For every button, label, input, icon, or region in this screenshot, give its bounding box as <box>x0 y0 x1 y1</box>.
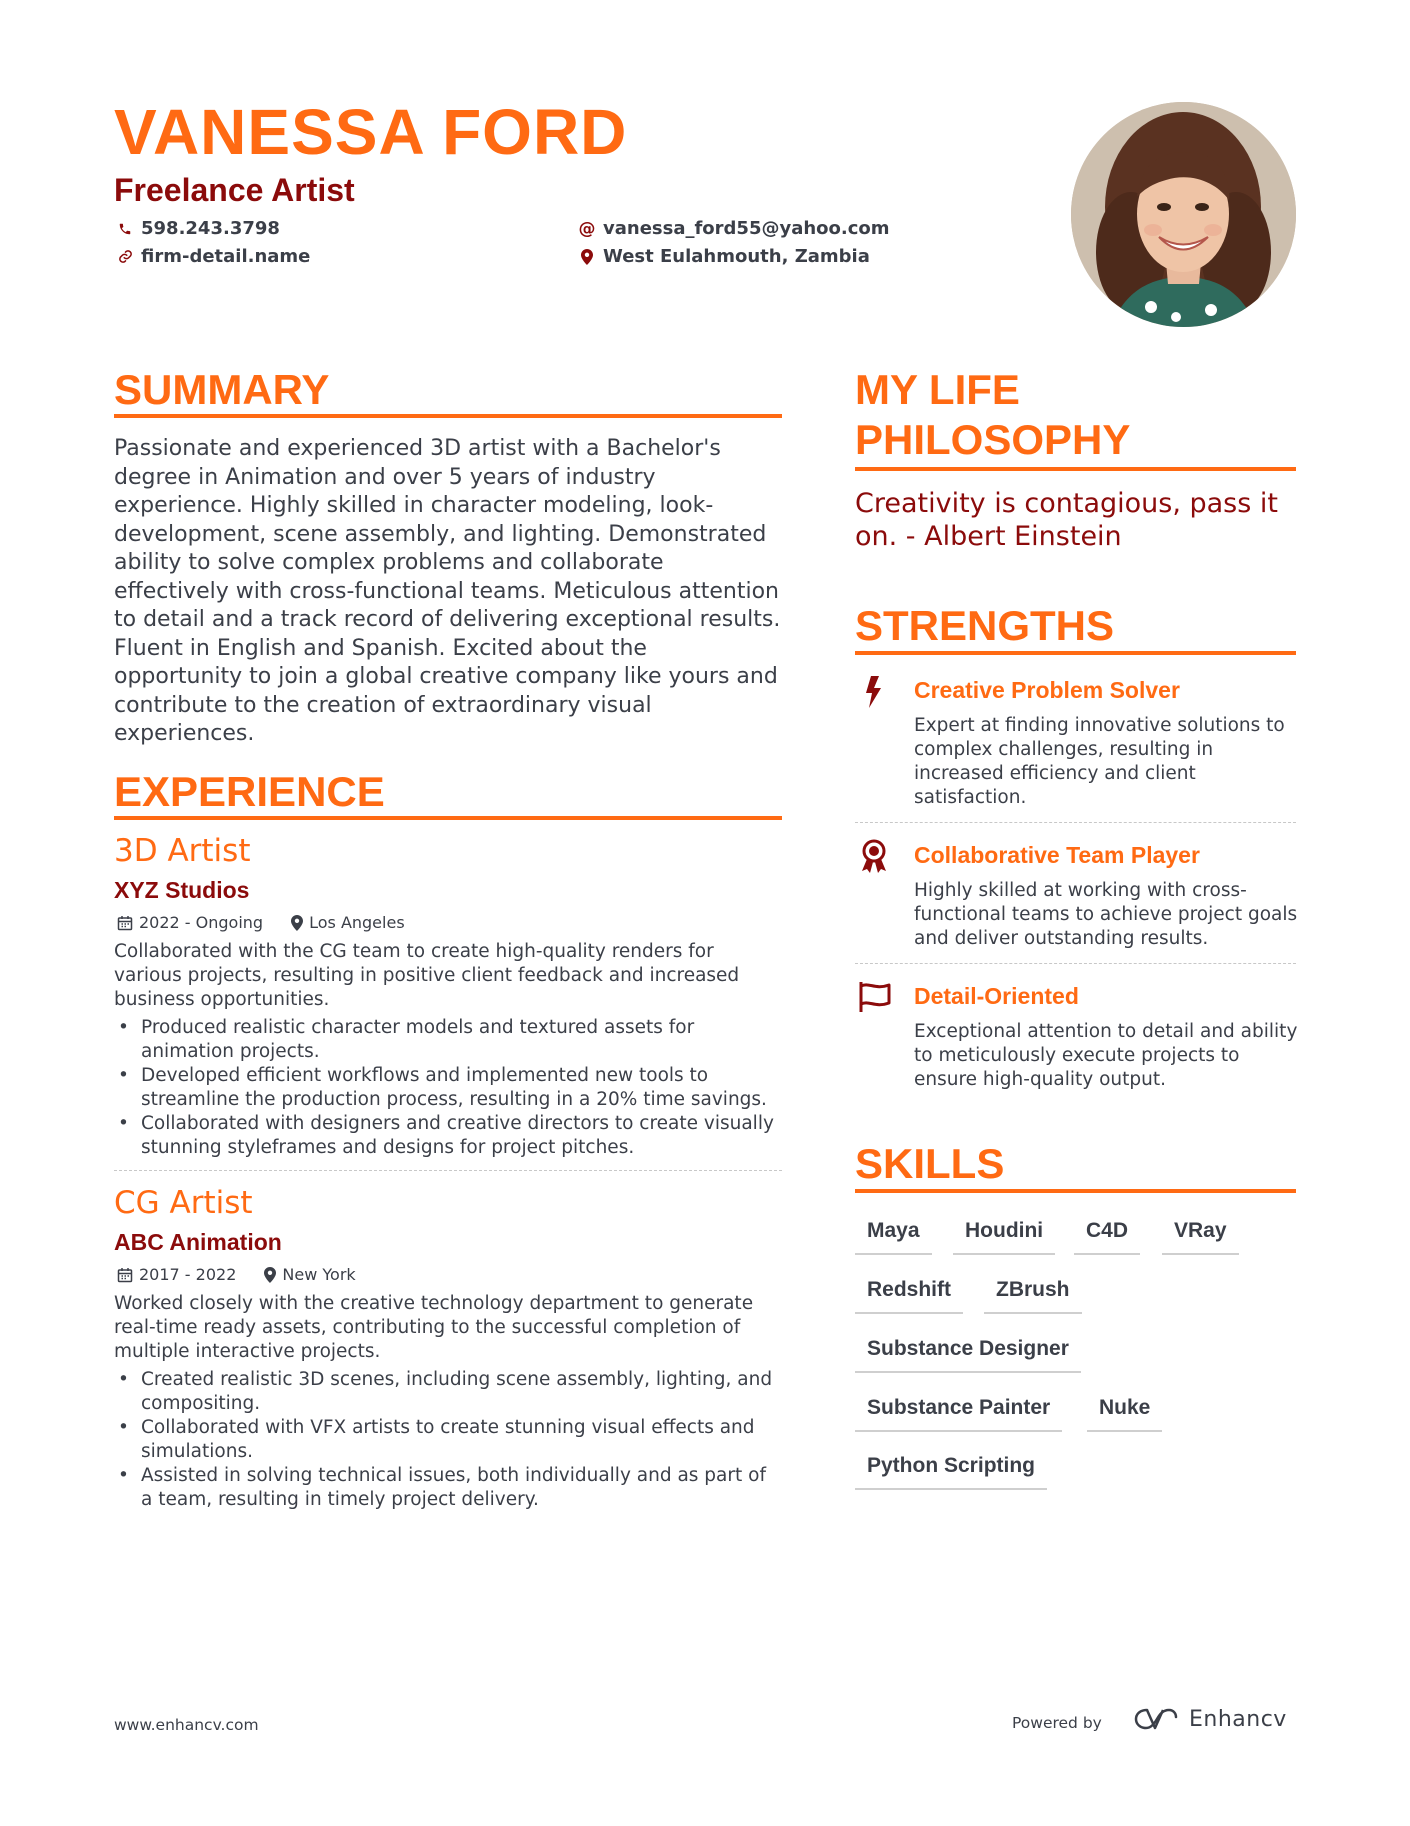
strength-description: Exceptional attention to detail and ability to meticulously execute projects to ensure high-quality output. <box>914 1021 1298 1090</box>
skill-tag: Redshift <box>855 1278 963 1314</box>
lightning-icon <box>857 674 891 708</box>
phone-text: 598.243.3798 <box>141 218 280 239</box>
contact-location <box>579 246 870 267</box>
at-icon: @ <box>578 218 596 239</box>
enhancv-logo-text: Enhancv <box>1189 1706 1287 1732</box>
contact-phone <box>117 218 280 239</box>
enhancv-logo-icon <box>1133 1706 1179 1732</box>
award-ribbon-icon <box>857 838 891 872</box>
philosophy-heading <box>855 365 1130 466</box>
strength-divider <box>855 822 1296 823</box>
footer-website[interactable]: www.enhancv.com <box>114 1716 259 1734</box>
company-name: ABC Animation <box>114 1229 282 1255</box>
enhancv-logo[interactable] <box>1133 1706 1287 1732</box>
skill-tag: Nuke <box>1087 1396 1162 1432</box>
strength-title: Collaborative Team Player <box>914 842 1200 868</box>
calendar-icon <box>117 915 133 931</box>
phone-icon <box>117 222 133 236</box>
skill-tag: Maya <box>855 1219 932 1255</box>
job-title: 3D Artist <box>114 833 251 869</box>
job-location: Los Angeles <box>309 913 405 932</box>
email-text: vanessa_ford55@yahoo.com <box>603 218 890 239</box>
strength-title: Detail-Oriented <box>914 983 1079 1009</box>
job-dates: 2022 - Ongoing <box>139 913 264 932</box>
footer-powered-by: Powered by <box>1012 1714 1102 1732</box>
philosophy-heading-line1: MY LIFE <box>855 366 1020 413</box>
skills-heading: SKILLS <box>855 1140 1005 1187</box>
contact-email[interactable] <box>579 218 890 239</box>
map-pin-icon <box>291 915 303 931</box>
job-bullet: • Collaborated with VFX artists to create stunning visual effects and simulations. <box>114 1416 782 1464</box>
flag-icon <box>857 980 891 1014</box>
job-bullet: • Created realistic 3D scenes, including scene assembly, lighting, and compositing. <box>114 1368 782 1416</box>
website-text: firm-detail.name <box>141 246 311 267</box>
skill-tag: Python Scripting <box>855 1454 1047 1490</box>
profile-photo <box>1071 102 1296 327</box>
company-name: XYZ Studios <box>114 877 250 903</box>
job-location: New York <box>282 1265 356 1284</box>
job-description: Worked closely with the creative technology department to generate real-time ready assets, contributing to the successful completion of multiple interactive projects. <box>114 1293 754 1362</box>
calendar-icon <box>117 1267 133 1283</box>
contact-website[interactable] <box>117 246 310 267</box>
job-bullet: • Produced realistic character models and textured assets for animation projects. <box>114 1016 782 1064</box>
location-text: West Eulahmouth, Zambia <box>603 246 870 267</box>
summary-heading: SUMMARY <box>114 366 330 413</box>
job-bullet: • Collaborated with designers and creative directors to create visually stunning styleframes and designs for project pitches. <box>114 1112 782 1160</box>
strength-description: Highly skilled at working with cross-functional teams to achieve project goals and deliver outstanding results. <box>914 880 1298 949</box>
strength-title: Creative Problem Solver <box>914 677 1180 703</box>
candidate-role: Freelance Artist <box>114 172 355 208</box>
summary-rule <box>114 414 782 418</box>
job-bullets <box>114 1016 782 1160</box>
strengths-rule <box>855 651 1296 655</box>
job-bullet: • Assisted in solving technical issues, both individually and as part of a team, resulting in timely project delivery. <box>114 1464 782 1512</box>
skill-tag: C4D <box>1074 1219 1140 1255</box>
philosophy-heading-line2: PHILOSOPHY <box>855 416 1131 464</box>
philosophy-rule <box>855 467 1296 471</box>
strength-description: Expert at finding innovative solutions to complex challenges, resulting in increased efficiency and client satisfaction. <box>914 715 1285 808</box>
job-bullets <box>114 1368 782 1512</box>
job-meta <box>117 913 405 932</box>
job-title: CG Artist <box>114 1185 253 1221</box>
skill-tag: ZBrush <box>984 1278 1082 1314</box>
job-divider <box>114 1170 782 1171</box>
experience-heading: EXPERIENCE <box>114 768 385 815</box>
skill-tag: Houdini <box>953 1219 1055 1255</box>
experience-rule <box>114 816 782 820</box>
job-bullet: • Developed efficient workflows and implemented new tools to streamline the production process, resulting in a 20% time savings. <box>114 1064 782 1112</box>
summary-text: Passionate and experienced 3D artist with a Bachelor's degree in Animation and over 5 years of industry experience. Highly skilled in character modeling, look-development, scene assembly, and lighting. Demonstrated ability to solve complex problems and collaborate effectively with cross-functional teams. Meticulous attention to detail and a track record of delivering exceptional results. Fluent in English and Spanish. Excited about the opportunity to join a global creative company like yours and contribute to the creation of extraordinary visual experiences. <box>114 436 781 746</box>
skill-tag: Substance Designer <box>855 1337 1081 1373</box>
job-description: Collaborated with the CG team to create high-quality renders for various projects, resulting in positive client feedback and increased business opportunities. <box>114 941 740 1010</box>
skill-tag: Substance Painter <box>855 1396 1062 1432</box>
philosophy-quote: Creativity is contagious, pass it on. - Albert Einstein <box>855 488 1278 552</box>
map-pin-icon <box>579 249 595 265</box>
strengths-heading: STRENGTHS <box>855 602 1115 649</box>
job-meta <box>117 1265 356 1284</box>
link-icon <box>117 249 133 264</box>
skill-tag: VRay <box>1162 1219 1239 1255</box>
strength-divider <box>855 963 1296 964</box>
candidate-name: VANESSA FORD <box>114 96 628 168</box>
map-pin-icon <box>264 1267 276 1283</box>
job-dates: 2017 - 2022 <box>139 1265 237 1284</box>
skills-rule <box>855 1189 1296 1193</box>
